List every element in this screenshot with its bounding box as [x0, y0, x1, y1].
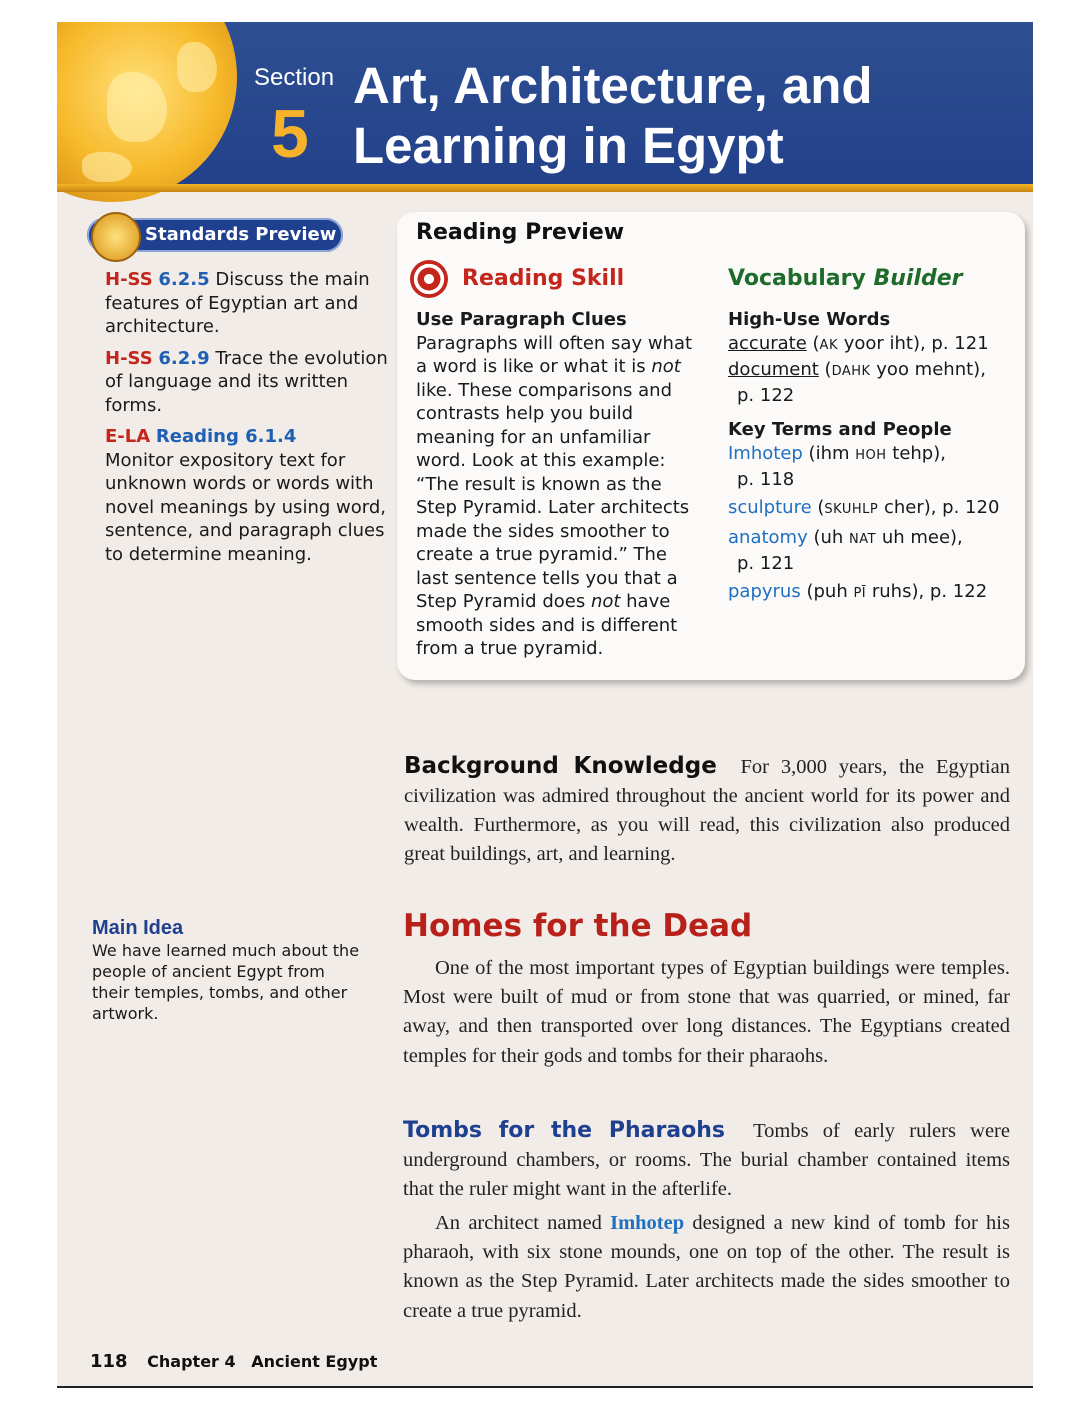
chapter-label: Chapter 4 — [147, 1352, 236, 1371]
vocabulary-builder-title: Vocabulary Builder — [728, 266, 963, 291]
page-title — [353, 56, 873, 176]
standard-item: H-SS 6.2.5 Discuss the main features of Egyptian art and architecture. — [105, 269, 370, 337]
textbook-page — [57, 22, 1033, 1387]
page-number: 118 — [90, 1351, 128, 1372]
body-paragraph: An architect named Imhotep designed a new kind of tomb for his pharaoh, with six stone mounds, one on top of the other. The result is known as the Step Pyramid. Later architects made the sides smoother to create a true pyramid. — [403, 1212, 1010, 1322]
background-knowledge: Background Knowledge For 3,000 years, the Egyptian civilization was admired throughout the ancient world for its power and wealth. Furthermore, as you will read, this civilization also produced great buildings, art, and learning. — [404, 753, 1010, 865]
key-term: Imhotep — [610, 1212, 685, 1234]
page-bottom-rule — [57, 1386, 1033, 1388]
title-line-1: Art, Architecture, and — [353, 57, 873, 114]
key-term-entry: Imhotep (ihm HOH tehp), p. 118 — [728, 443, 946, 490]
reading-skill-title: Reading Skill — [462, 266, 625, 291]
reading-preview-title: Reading Preview — [416, 220, 625, 245]
standard-item: E-LA Reading 6.1.4 Monitor expository text for unknown words or words with novel meanings by using word, sentence, and paragraph clues to determine meaning. — [105, 426, 386, 565]
vocabulary-list — [728, 304, 1018, 606]
vocab-entry: accurate (AK yoor iht), p. 121 — [728, 333, 989, 354]
subsection-heading: Tombs for the Pharaohs — [403, 1118, 726, 1143]
standards-list — [105, 268, 397, 574]
header-banner — [57, 22, 1033, 184]
key-terms-heading: Key Terms and People — [728, 419, 952, 440]
reading-skill-text: Use Paragraph Clues Paragraphs will often say what a word is like or what it is not like. These comparisons and contrasts help you build meaning for an unfamiliar word. Look at this example: “The result is known as the Step Pyramid. Later architects made the sides smoother to create a true pyramid.” The last sentence tells you that a Step Pyramid does not have smooth sides and is different from a true pyramid. — [416, 308, 698, 661]
high-use-words-heading: High-Use Words — [728, 309, 891, 330]
body-paragraph: Tombs for the Pharaohs Tombs of early rulers were underground chambers, or rooms. The burial chamber contained items that the ruler might want in the afterlife. — [403, 1118, 1010, 1201]
key-term-entry: sculpture (SKUHLP cher), p. 120 — [728, 497, 1000, 518]
background-knowledge-heading: Background Knowledge — [404, 753, 717, 779]
section-label: Section — [254, 64, 335, 91]
main-idea-heading: Main Idea — [92, 917, 184, 939]
main-idea-text: We have learned much about the people of ancient Egypt from their temples, tombs, and other artwork. — [92, 941, 360, 1023]
page-footer — [90, 1351, 387, 1372]
body-paragraph: One of the most important types of Egyptian buildings were temples. Most were built of mud or from stone that was quarried, or mined, far away, and then transported over long distances. The Egyptians created temples for their gods and tombs for their pharaohs. — [403, 957, 1010, 1067]
california-seal-icon — [91, 212, 141, 262]
vocab-entry: document (DAHK yoo mehnt), p. 122 — [728, 359, 986, 406]
globe-icon — [57, 22, 237, 202]
banner-gold-stripe — [57, 184, 1033, 192]
key-term-entry: anatomy (uh NAT uh mee), p. 121 — [728, 527, 963, 574]
standards-preview-badge: Standards Preview — [87, 218, 343, 252]
section-heading: Homes for the Dead — [403, 908, 753, 944]
main-idea-sidebar — [92, 917, 362, 1024]
target-icon — [410, 260, 448, 298]
reading-skill-subtitle: Use Paragraph Clues — [416, 309, 627, 330]
key-term-entry: papyrus (puh PĪ ruhs), p. 122 — [728, 581, 988, 602]
section-number: 5 — [271, 96, 309, 172]
chapter-title: Ancient Egypt — [251, 1352, 378, 1371]
standard-item: H-SS 6.2.9 Trace the evolution of language and its written forms. — [105, 347, 388, 416]
title-line-2: Learning in Egypt — [353, 117, 784, 174]
